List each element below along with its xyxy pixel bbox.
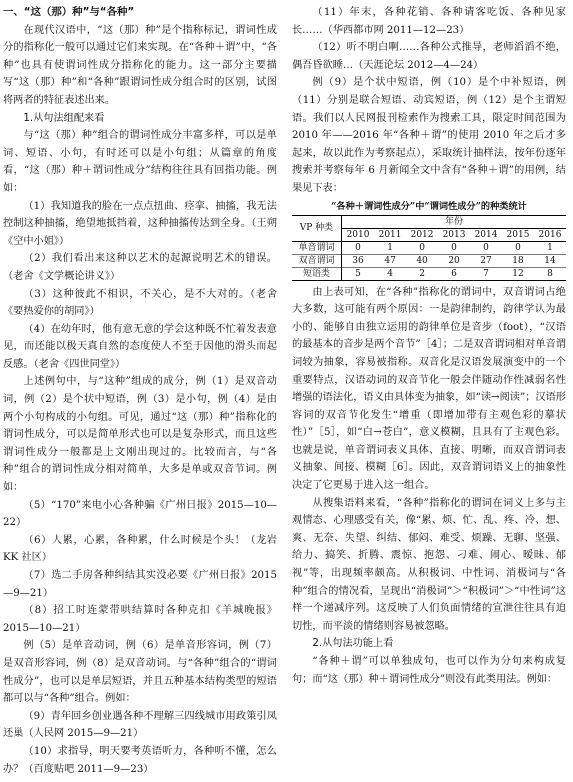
example-4: （4）在幼年时，他有意无意的学会这种既不忙着发表意见，而还能以极天真自然的态度使人不至于因他的滑头而起反感。（老舍《四世同堂》） [3,323,277,370]
table-cell: 4 [374,267,406,280]
body-paragraph-4: 例（9）是个状中短语，例（10）是个中补短语，例（11）分别是联合短语、动宾短语，例（12）是个主谓短语。我们以人民网报刊检索作为搜索工具，限定时间范围为 2010 年——2016 年“各种＋谓”的使用 2010 年之后才多起来，故以此作为考察起点），采取统计抽样法，按年份逐年搜索并考察每年 6 月新闻全文中含有“各种＋谓”的用例，结果见下表： [292,77,566,194]
table-cell: 12 [502,267,534,280]
section-title: 一、“这（那）种”与“各种” [3,6,135,18]
table-row [292,254,566,267]
example-6: （6）人累，心累，各种累，什么时候是个头！（龙岩 KK 社区） [3,534,277,564]
table-header-vp-type: VP 种类 [292,215,341,241]
table-cell: 20 [438,254,470,267]
table-cell: 14 [534,254,566,267]
body-paragraph-1: 与“这（那）种”组合的谓词性成分丰富多样，可以是单词、短语、小句，有时还可以是小句组；从篇章的角度看，“这（那）种＋谓词性成分”结构往往具有回指功能。例如： [3,130,277,194]
subsection-heading-2: 2.从句法功能上看 [312,638,394,650]
subsection-heading-1: 1.从句法组配来看 [23,112,105,124]
table-cell: 36 [341,254,374,267]
table-row [292,241,566,254]
body-paragraph-2: 上述例句中，与“这种”组成的成分，例（1）是双音动词，例（2）是个状中短语，例（3）是小句，例（4）是由两个小句构成的小句组。可见，通过“这（那）种”指称化的谓词性成分，可以是简单形式也可以是复杂形式，而且这些谓词性成分一般都是上文刚出现过的。比较而言，与“各种”组合的谓词性成分相对简单，大多是单或双音节词。例如： [3,376,277,494]
table-cell: 6 [438,267,470,280]
table-cell: 2 [406,267,438,280]
table-year-cell: 2010 [341,228,374,241]
body-paragraph-6: 从搜集语料来看，“各种”指称化的谓词在词义上多与主观情态、心理感受有关，像“累、烦、忙、乱、疼、冷、想、爽、无奈、失望、纠结、郁闷、难受、烦躁、无聊、坚强、给力、搞笑、折腾、震惊、抱怨、刁难、闹心、暧昧、郁视”等，出现频率颇高。从积极词、中性词、消极词与“各种”组合的情况看，呈现出“消极词”＞“积极词”＞“中性词”这样一个递减序列。这反映了人们负面情绪的宣泄往往具有迫切性，而平淡的情绪则容易被忽略。 [292,497,566,632]
intro-paragraph: 在现代汉语中，“这（那）种”是个指称标记，谓词性成分的指称化一般可以通过它们来实现。在“各种＋谓”中，“各种”也具有使谓词性成分指称化的能力。这一部分主要描写“这（那）种”和“各种”跟谓词性成分组合时的区别，试图将两者的特征表述出来。 [3,24,277,106]
table-cell: 7 [470,267,502,280]
table-year-cell: 2016 [534,228,566,241]
table-cell: 40 [406,254,438,267]
example-12: （12）听不明白啊……各种公式推导，老师滔滔不绝，偶吾昏欲睡…（天涯论坛 2012—4—24） [292,42,566,71]
right-column [292,4,566,688]
table-year-cell: 2014 [470,228,502,241]
table-cell: 5 [341,267,374,280]
table-row-label: 短语类 [292,267,341,280]
body-paragraph-5: 由上表可知，在“各种”指称化的谓词中，双音谓词占绝大多数，这可能有两个原因：一是韵律制约，韵律学认为最小的、能够自由独立运用的韵律单位是音步（foot），“汉语的最基本的音步是两个音节”［4］；二是双音谓词相对单音谓词较为抽象，容易被指称。双音化是汉语发展演变中的一个重要特点，汉语动词的双音节化一般会伴随动作性减弱名性增强的语法化，语义由具体变为抽象，如“读→阅读”；汉语形容词的双音节化发生“增重（即增加带有主观色彩的摹状性）”［5］，如“白→苍白”，意义模糊，且具有了主观色彩。也就是说，单音谓词表义具体、直接、明晰，而双音谓词表义抽象、间接、模糊［6］。因此，双音谓词语义上的抽象性决定了它更易于进入这一组合。 [292,286,566,492]
body-paragraph-3: 例（5）是单音动词，例（6）是单音形容词，例（7）是双音形容词，例（8）是双音动词。与“各种”组合的“谓词性成分”，也可以是单层短语，并且五种基本结构类型的短语都可以与“各种”组合。例如： [3,640,277,705]
table-cell: 0 [470,241,502,254]
table-cell: 47 [374,254,406,267]
table-cell: 0 [406,241,438,254]
left-column [3,4,277,778]
table-year-cell: 2013 [438,228,470,241]
table-year-cell: 2015 [502,228,534,241]
table-year-cell: 2011 [374,228,406,241]
example-11: （11）年末，各种花销、各种请客吃饭、各种见家长……（华西都市网 2011—12—23） [292,7,566,36]
example-10: （10）求指导，明天要考英语听力，各种听不懂，怎么办？（百度贴吧 2011—9—23） [3,745,277,775]
table-cell: 27 [470,254,502,267]
example-5: （5）“170”来电小心各种骗《广州日报》2015—10—22） [3,499,277,529]
table-cell: 0 [502,241,534,254]
example-2: （2）我们看出来这种以艺术的起源说明艺术的错误。（老舍《文学概论讲义》） [3,253,277,282]
example-8: （8）招工时连蒙带哄结算时各种克扣《羊城晚报》2015—10—21） [3,605,277,634]
body-paragraph-7: “各种＋谓”可以单独成句，也可以作为分句来构成复句；而“这（那）种＋谓词性成分”则没有此类用法。例如： [292,656,566,685]
table-row [292,267,566,280]
example-3: （3）这种彼此不相识，不关心，是不大对的。（老舍《要热爱你的胡同》） [3,288,277,318]
table-cell: 0 [341,241,374,254]
table-cell: 0 [438,241,470,254]
table-header-year: 年份 [341,215,566,228]
table-row-label: 单音谓词 [292,241,341,254]
vp-type-statistics-table [292,215,566,281]
table-cell: 1 [534,241,566,254]
table-caption: “各种＋谓词性成分”中“谓词性成分”的种类统计 [331,200,527,212]
example-7: （7）选二手房各种纠结其实没必要《广州日报》2015—9—21） [3,570,277,599]
table-year-cell: 2012 [406,228,438,241]
example-9: （9）青年回乡创业遇各种不理解三四线城市用政策引凤还巢（人民网 2015—9—21） [3,710,277,740]
example-1: （1）我知道我的脸在一点点扭曲、痉挛、抽搐，我无法控制这种抽搐，绝望地抵挡着，这种抽搐传达到全身。（王朔《空中小姐》） [3,200,277,247]
table-cell: 1 [374,241,406,254]
table-cell: 18 [502,254,534,267]
table-cell: 8 [534,267,566,280]
table-row-label: 双音谓词 [292,254,341,267]
